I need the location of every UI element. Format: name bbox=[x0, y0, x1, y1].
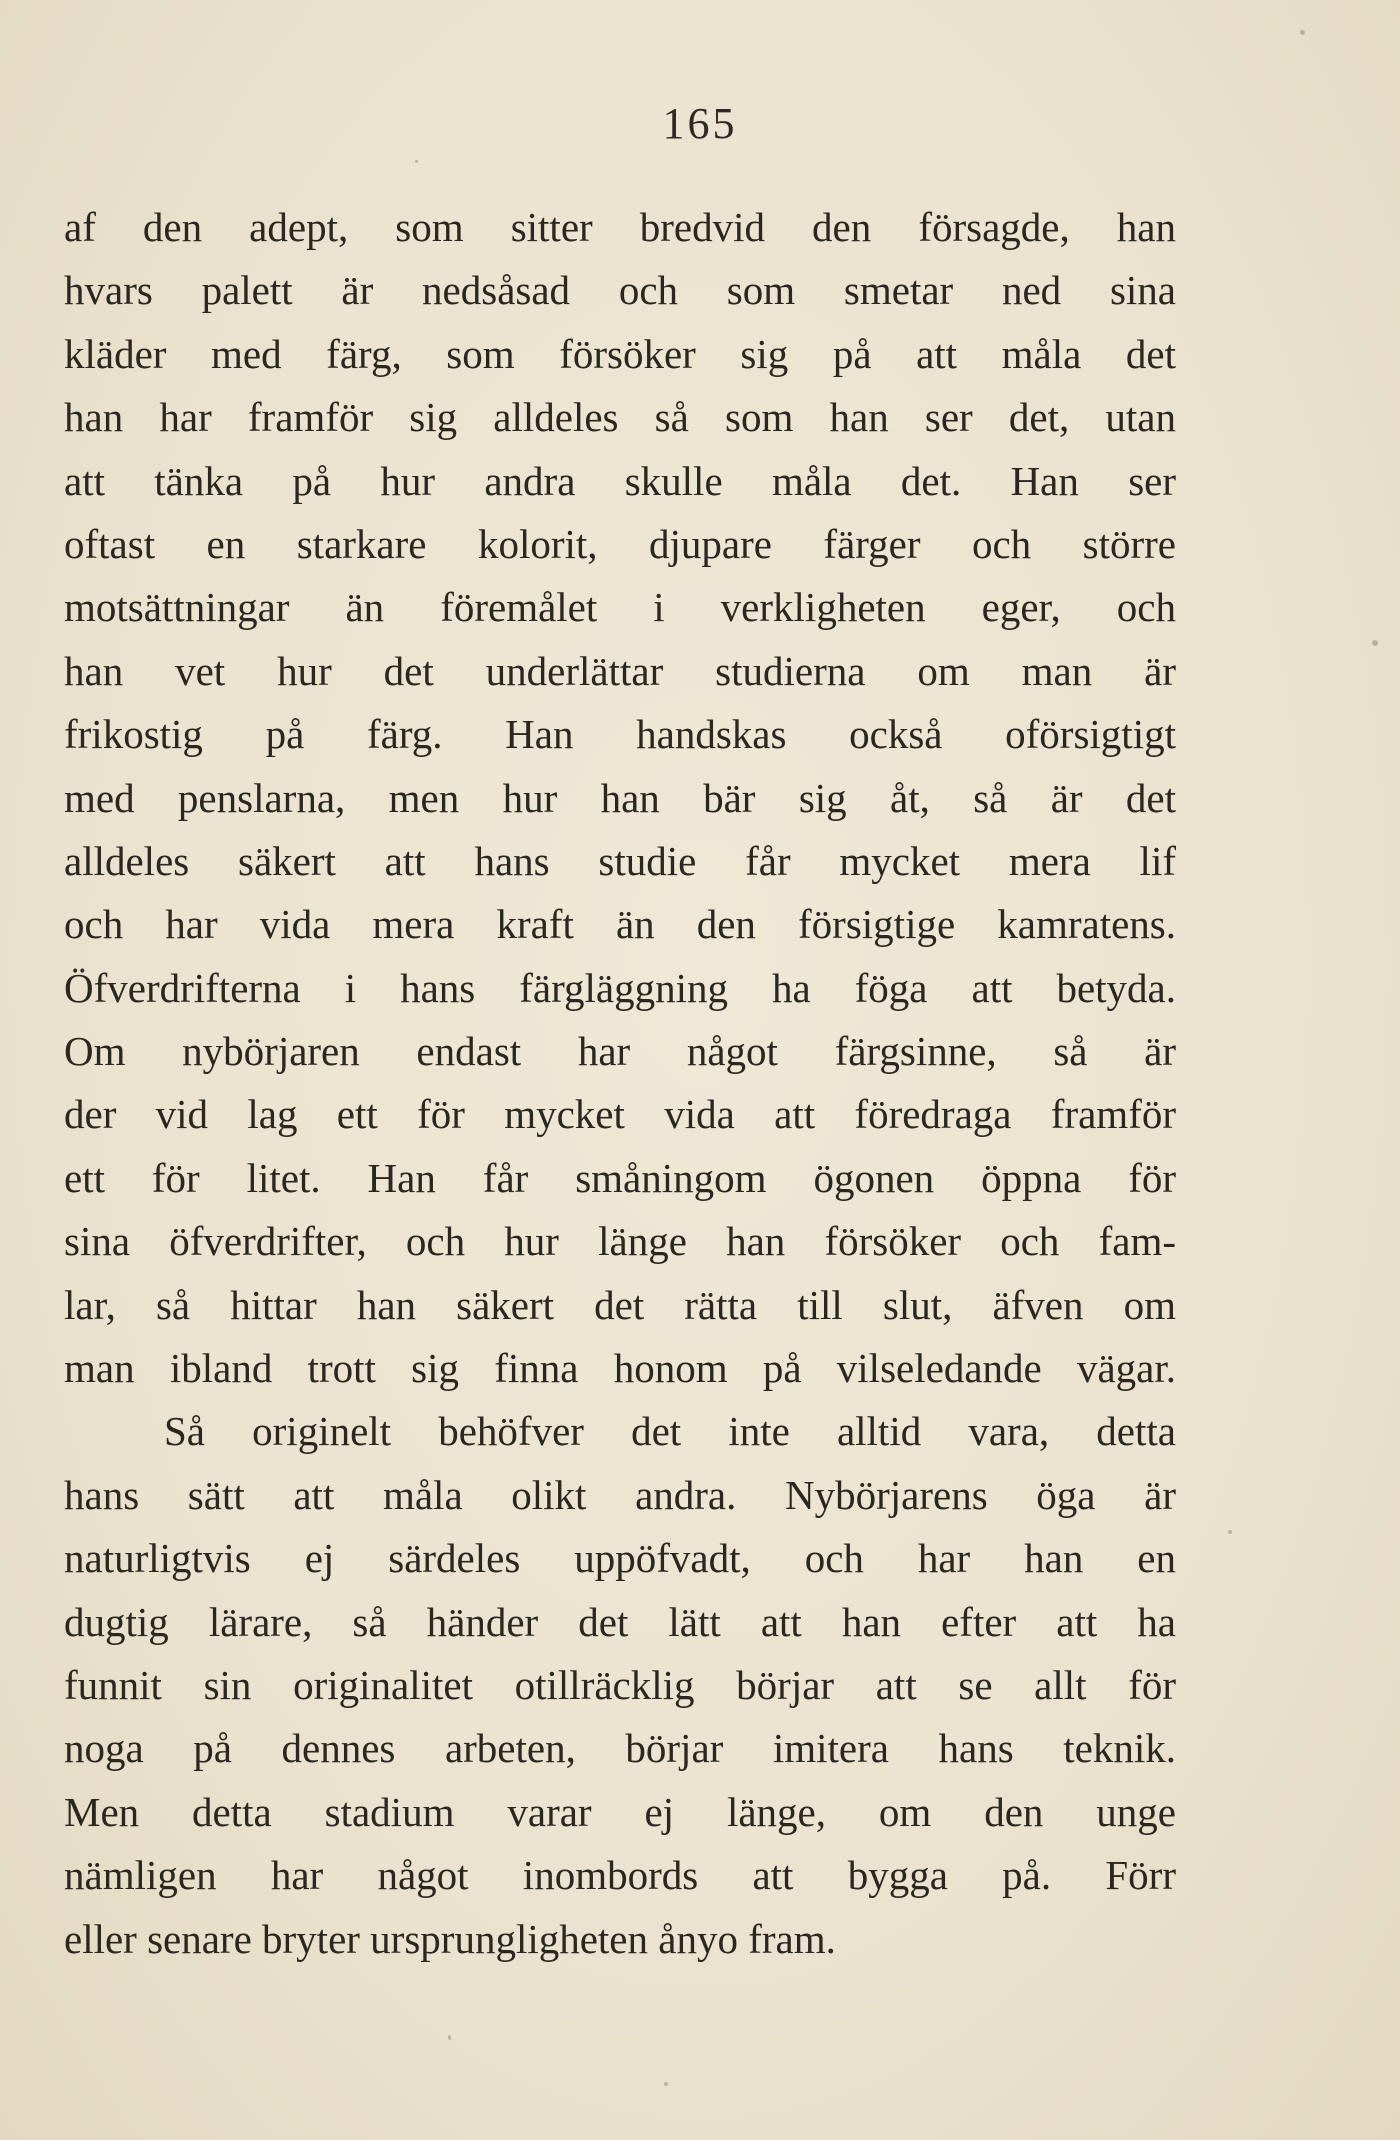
paper-speck bbox=[1372, 640, 1378, 646]
paper-speck bbox=[448, 2035, 451, 2040]
text-line: ett för litet. Han får småningom ögonen öppna för bbox=[64, 1154, 1176, 1201]
text-line: han har framför sig alldeles så som han ser det, utan bbox=[64, 394, 1176, 441]
text-line: man ibland trott sig finna honom på vilseledande vägar. bbox=[64, 1345, 1176, 1392]
page-number: 165 bbox=[662, 99, 738, 148]
text-line: frikostig på färg. Han handskas också oförsigtigt bbox=[64, 711, 1176, 758]
text-line: att tänka på hur andra skulle måla det. Han ser bbox=[64, 457, 1176, 504]
paper-speck bbox=[1228, 1530, 1232, 1534]
body-text bbox=[64, 196, 1176, 1971]
text-line: sina öfverdrifter, och hur länge han försöker och fam- bbox=[64, 1218, 1176, 1265]
paragraph-1 bbox=[64, 196, 1176, 1400]
text-line: kläder med färg, som försöker sig på att måla det bbox=[64, 330, 1176, 377]
text-line: nämligen har något inombords att bygga på. Förr bbox=[64, 1852, 1176, 1899]
text-line: funnit sin originalitet otillräcklig börjar att se allt för bbox=[64, 1661, 1176, 1708]
text-line: naturligtvis ej särdeles uppöfvadt, och har han en bbox=[64, 1535, 1176, 1582]
text-line: noga på dennes arbeten, börjar imitera hans teknik. bbox=[64, 1725, 1176, 1772]
text-line: der vid lag ett för mycket vida att föredraga framför bbox=[64, 1091, 1176, 1138]
text-line: med penslarna, men hur han bär sig åt, så är det bbox=[64, 774, 1176, 821]
text-line: och har vida mera kraft än den försigtige kamratens. bbox=[64, 901, 1176, 948]
text-line: lar, så hittar han säkert det rätta till slut, äfven om bbox=[64, 1281, 1176, 1328]
text-line: oftast en starkare kolorit, djupare färger och större bbox=[64, 520, 1176, 567]
text-line: eller senare bryter ursprungligheten ånyo fram. bbox=[64, 1915, 836, 1962]
paper-speck bbox=[1300, 30, 1305, 35]
text-line: han vet hur det underlättar studierna om man är bbox=[64, 647, 1176, 694]
text-line: Om nybörjaren endast har något färgsinne, så är bbox=[64, 1028, 1176, 1075]
text-line: motsättningar än föremålet i verkligheten eger, och bbox=[64, 584, 1176, 631]
text-line: Så originelt behöfver det inte alltid vara, detta bbox=[164, 1408, 1176, 1455]
text-line: alldeles säkert att hans studie får mycket mera lif bbox=[64, 837, 1176, 884]
text-line: hans sätt att måla olikt andra. Nybörjarens öga är bbox=[64, 1471, 1176, 1518]
text-line: hvars palett är nedsåsad och som smetar ned sina bbox=[64, 267, 1176, 314]
paragraph-2 bbox=[64, 1400, 1176, 1971]
text-line: Öfverdrifterna i hans färgläggning ha föga att betyda. bbox=[64, 964, 1176, 1011]
text-line: af den adept, som sitter bredvid den försagde, han bbox=[64, 204, 1176, 250]
text-line: Men detta stadium varar ej länge, om den unge bbox=[64, 1788, 1176, 1835]
paper-speck bbox=[415, 160, 418, 163]
paper-speck bbox=[664, 2082, 668, 2086]
text-line: dugtig lärare, så händer det lätt att han efter att ha bbox=[64, 1598, 1176, 1645]
